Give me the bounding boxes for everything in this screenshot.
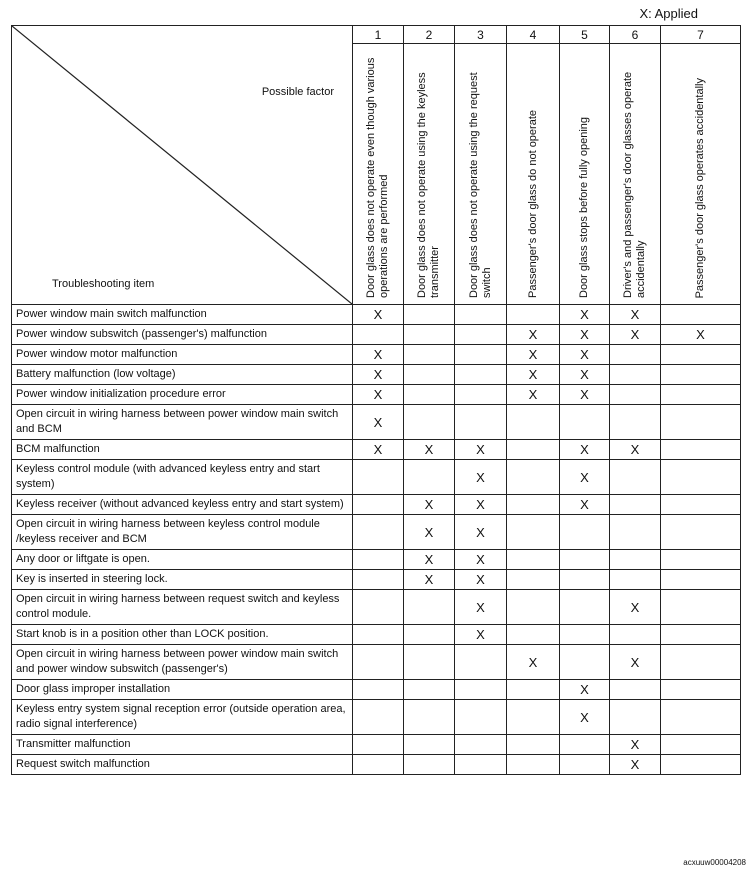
- applied-mark: [661, 755, 741, 775]
- applied-mark: X: [353, 365, 404, 385]
- applied-mark: [560, 645, 610, 680]
- applied-mark: [610, 345, 661, 365]
- applied-mark: [661, 495, 741, 515]
- table-row: [12, 755, 741, 775]
- applied-mark: [507, 570, 560, 590]
- applied-mark: [404, 735, 455, 755]
- applied-mark: X: [507, 645, 560, 680]
- corner-cell: [12, 26, 353, 305]
- troubleshooting-item-label: Troubleshooting item: [52, 278, 155, 290]
- applied-mark: X: [610, 590, 661, 625]
- applied-mark: [353, 680, 404, 700]
- applied-mark: X: [560, 680, 610, 700]
- applied-mark: X: [507, 325, 560, 345]
- applied-mark: [661, 570, 741, 590]
- applied-mark: [661, 460, 741, 495]
- applied-mark: [661, 405, 741, 440]
- column-label-4: Passenger's door glass do not operate: [526, 110, 539, 298]
- applied-mark: [661, 700, 741, 735]
- applied-mark: X: [560, 325, 610, 345]
- column-label-cell-5: [560, 44, 610, 305]
- troubleshooting-item: Door glass improper installation: [12, 680, 353, 700]
- applied-mark: [661, 645, 741, 680]
- applied-mark: [353, 735, 404, 755]
- applied-mark: [560, 405, 610, 440]
- applied-mark: [455, 345, 507, 365]
- applied-mark: X: [455, 570, 507, 590]
- applied-mark: [455, 325, 507, 345]
- column-label-cell-6: [610, 44, 661, 305]
- applied-mark: [661, 735, 741, 755]
- applied-mark: X: [507, 385, 560, 405]
- applied-mark: [455, 405, 507, 440]
- applied-mark: [560, 735, 610, 755]
- table-row: [12, 515, 741, 550]
- applied-mark: X: [353, 440, 404, 460]
- applied-mark: X: [353, 405, 404, 440]
- applied-mark: [353, 590, 404, 625]
- applied-mark: [404, 625, 455, 645]
- applied-mark: X: [353, 385, 404, 405]
- applied-mark: [404, 700, 455, 735]
- applied-mark: [353, 645, 404, 680]
- applied-mark: [560, 625, 610, 645]
- applied-mark: [610, 570, 661, 590]
- applied-mark: X: [610, 735, 661, 755]
- applied-mark: [610, 625, 661, 645]
- applied-mark: [560, 570, 610, 590]
- table-row: [12, 305, 741, 325]
- applied-mark: [507, 625, 560, 645]
- applied-mark: X: [661, 325, 741, 345]
- applied-mark: [610, 460, 661, 495]
- applied-mark: [353, 625, 404, 645]
- table-row: [12, 645, 741, 680]
- applied-mark: [455, 700, 507, 735]
- column-label-cell-3: [455, 44, 507, 305]
- applied-mark: [353, 460, 404, 495]
- applied-mark: [610, 405, 661, 440]
- applied-mark: X: [404, 495, 455, 515]
- applied-mark: [455, 645, 507, 680]
- troubleshooting-item: Open circuit in wiring harness between power window main switch and BCM: [12, 405, 353, 440]
- applied-mark: X: [353, 305, 404, 325]
- applied-mark: [455, 735, 507, 755]
- applied-mark: [455, 385, 507, 405]
- troubleshooting-item: Keyless entry system signal reception error (outside operation area, radio signal interference): [12, 700, 353, 735]
- corner-diagonal: [12, 26, 352, 304]
- applied-mark: [661, 550, 741, 570]
- applied-mark: [507, 495, 560, 515]
- column-number-2: 2: [404, 26, 455, 44]
- applied-mark: [610, 680, 661, 700]
- troubleshooting-item: Keyless control module (with advanced keyless entry and start system): [12, 460, 353, 495]
- applied-mark: [661, 680, 741, 700]
- column-number-5: 5: [560, 26, 610, 44]
- applied-mark: [560, 590, 610, 625]
- applied-mark: [610, 495, 661, 515]
- applied-mark: [455, 755, 507, 775]
- applied-mark: X: [560, 305, 610, 325]
- troubleshooting-item: Battery malfunction (low voltage): [12, 365, 353, 385]
- troubleshooting-item: Open circuit in wiring harness between keyless control module /keyless receiver and BCM: [12, 515, 353, 550]
- applied-mark: [353, 515, 404, 550]
- applied-mark: [353, 495, 404, 515]
- applied-mark: X: [455, 550, 507, 570]
- troubleshooting-item: Any door or liftgate is open.: [12, 550, 353, 570]
- troubleshooting-item: BCM malfunction: [12, 440, 353, 460]
- applied-mark: X: [455, 515, 507, 550]
- table-row: [12, 365, 741, 385]
- troubleshooting-item: Power window subswitch (passenger's) malfunction: [12, 325, 353, 345]
- applied-mark: [507, 515, 560, 550]
- applied-mark: X: [455, 625, 507, 645]
- applied-mark: X: [560, 440, 610, 460]
- troubleshooting-item: Power window main switch malfunction: [12, 305, 353, 325]
- applied-mark: [404, 325, 455, 345]
- applied-mark: X: [507, 345, 560, 365]
- table-row: [12, 680, 741, 700]
- applied-mark: X: [610, 325, 661, 345]
- troubleshooting-item: Key is inserted in steering lock.: [12, 570, 353, 590]
- applied-mark: [661, 305, 741, 325]
- applied-mark: X: [404, 515, 455, 550]
- column-label-5: Door glass stops before fully opening: [578, 117, 590, 298]
- column-label-7: Passenger's door glass operates accidentally: [694, 77, 706, 298]
- applied-mark: [661, 345, 741, 365]
- column-label-1: Door glass does not operate even though various operations are performed: [365, 57, 390, 298]
- table-row: [12, 495, 741, 515]
- applied-mark: [455, 305, 507, 325]
- applied-mark: [507, 405, 560, 440]
- applied-mark: X: [455, 460, 507, 495]
- applied-mark: [507, 700, 560, 735]
- applied-mark: [507, 305, 560, 325]
- applied-mark: [610, 515, 661, 550]
- applied-mark: [353, 550, 404, 570]
- applied-mark: [661, 590, 741, 625]
- applied-mark: X: [610, 645, 661, 680]
- applied-mark: [404, 460, 455, 495]
- applied-mark: [404, 385, 455, 405]
- applied-mark: [455, 365, 507, 385]
- applied-mark: [353, 325, 404, 345]
- applied-mark: X: [404, 570, 455, 590]
- applied-mark: X: [455, 440, 507, 460]
- applied-mark: [610, 365, 661, 385]
- column-label-cell-7: [661, 44, 741, 305]
- table-row: [12, 550, 741, 570]
- troubleshooting-item: Open circuit in wiring harness between request switch and keyless control module.: [12, 590, 353, 625]
- troubleshooting-item: Keyless receiver (without advanced keyless entry and start system): [12, 495, 353, 515]
- column-label-cell-1: [353, 44, 404, 305]
- applied-mark: X: [610, 305, 661, 325]
- applied-mark: [560, 755, 610, 775]
- applied-mark: X: [560, 345, 610, 365]
- applied-mark: X: [404, 550, 455, 570]
- table-row: [12, 625, 741, 645]
- applied-mark: [610, 385, 661, 405]
- applied-mark: [507, 680, 560, 700]
- column-label-3: Door glass does not operate using the request switch: [467, 72, 493, 298]
- applied-mark: [661, 385, 741, 405]
- applied-mark: [353, 755, 404, 775]
- column-label-cell-2: [404, 44, 455, 305]
- applied-mark: X: [507, 365, 560, 385]
- applied-mark: [404, 405, 455, 440]
- troubleshooting-item: Power window motor malfunction: [12, 345, 353, 365]
- troubleshooting-item: Power window initialization procedure error: [12, 385, 353, 405]
- column-number-row: [12, 26, 741, 44]
- troubleshooting-item: Transmitter malfunction: [12, 735, 353, 755]
- applied-mark: [661, 625, 741, 645]
- applied-mark: [404, 345, 455, 365]
- column-number-3: 3: [455, 26, 507, 44]
- applied-mark: [507, 550, 560, 570]
- table-row: [12, 385, 741, 405]
- applied-mark: [610, 550, 661, 570]
- applied-mark: [353, 570, 404, 590]
- column-label-cell-4: [507, 44, 560, 305]
- applied-mark: [404, 590, 455, 625]
- possible-factor-label: Possible factor: [261, 86, 334, 98]
- table-row: [12, 700, 741, 735]
- applied-mark: [507, 460, 560, 495]
- applied-mark: X: [610, 440, 661, 460]
- table-row: [12, 590, 741, 625]
- applied-mark: [404, 365, 455, 385]
- applied-mark: X: [455, 590, 507, 625]
- applied-mark: X: [560, 700, 610, 735]
- applied-mark: [455, 680, 507, 700]
- table-row: [12, 345, 741, 365]
- applied-mark: [507, 755, 560, 775]
- table-row: [12, 460, 741, 495]
- applied-mark: [404, 305, 455, 325]
- troubleshooting-item: Request switch malfunction: [12, 755, 353, 775]
- table-row: [12, 325, 741, 345]
- table-row: [12, 440, 741, 460]
- applied-mark: X: [560, 385, 610, 405]
- column-number-7: 7: [661, 26, 741, 44]
- document-code: acxuuw00004208: [683, 858, 746, 867]
- applied-mark: [661, 515, 741, 550]
- applied-mark: X: [560, 460, 610, 495]
- applied-mark: [353, 700, 404, 735]
- troubleshooting-item: Start knob is in a position other than LOCK position.: [12, 625, 353, 645]
- troubleshooting-table: [11, 25, 741, 775]
- troubleshooting-item: Open circuit in wiring harness between power window main switch and power window subswitch (passenger's): [12, 645, 353, 680]
- applied-mark: [661, 440, 741, 460]
- applied-mark: X: [353, 345, 404, 365]
- applied-mark: X: [404, 440, 455, 460]
- applied-mark: X: [455, 495, 507, 515]
- table-body: [12, 305, 741, 775]
- applied-mark: X: [560, 495, 610, 515]
- table-row: [12, 405, 741, 440]
- applied-mark: [560, 515, 610, 550]
- table-row: [12, 735, 741, 755]
- column-number-4: 4: [507, 26, 560, 44]
- applied-mark: [404, 680, 455, 700]
- applied-mark: [404, 645, 455, 680]
- column-label-2: Door glass does not operate using the keyless transmitter: [416, 72, 441, 298]
- applied-mark: [610, 700, 661, 735]
- applied-mark: [507, 440, 560, 460]
- applied-mark: X: [610, 755, 661, 775]
- applied-mark: [560, 550, 610, 570]
- column-number-6: 6: [610, 26, 661, 44]
- applied-mark: [507, 590, 560, 625]
- table-row: [12, 570, 741, 590]
- column-number-1: 1: [353, 26, 404, 44]
- column-label-6: Driver's and passenger's door glasses operate accidentally: [622, 71, 647, 298]
- applied-mark: [404, 755, 455, 775]
- legend: X: Applied: [639, 6, 698, 21]
- applied-mark: [661, 365, 741, 385]
- applied-mark: [507, 735, 560, 755]
- applied-mark: X: [560, 365, 610, 385]
